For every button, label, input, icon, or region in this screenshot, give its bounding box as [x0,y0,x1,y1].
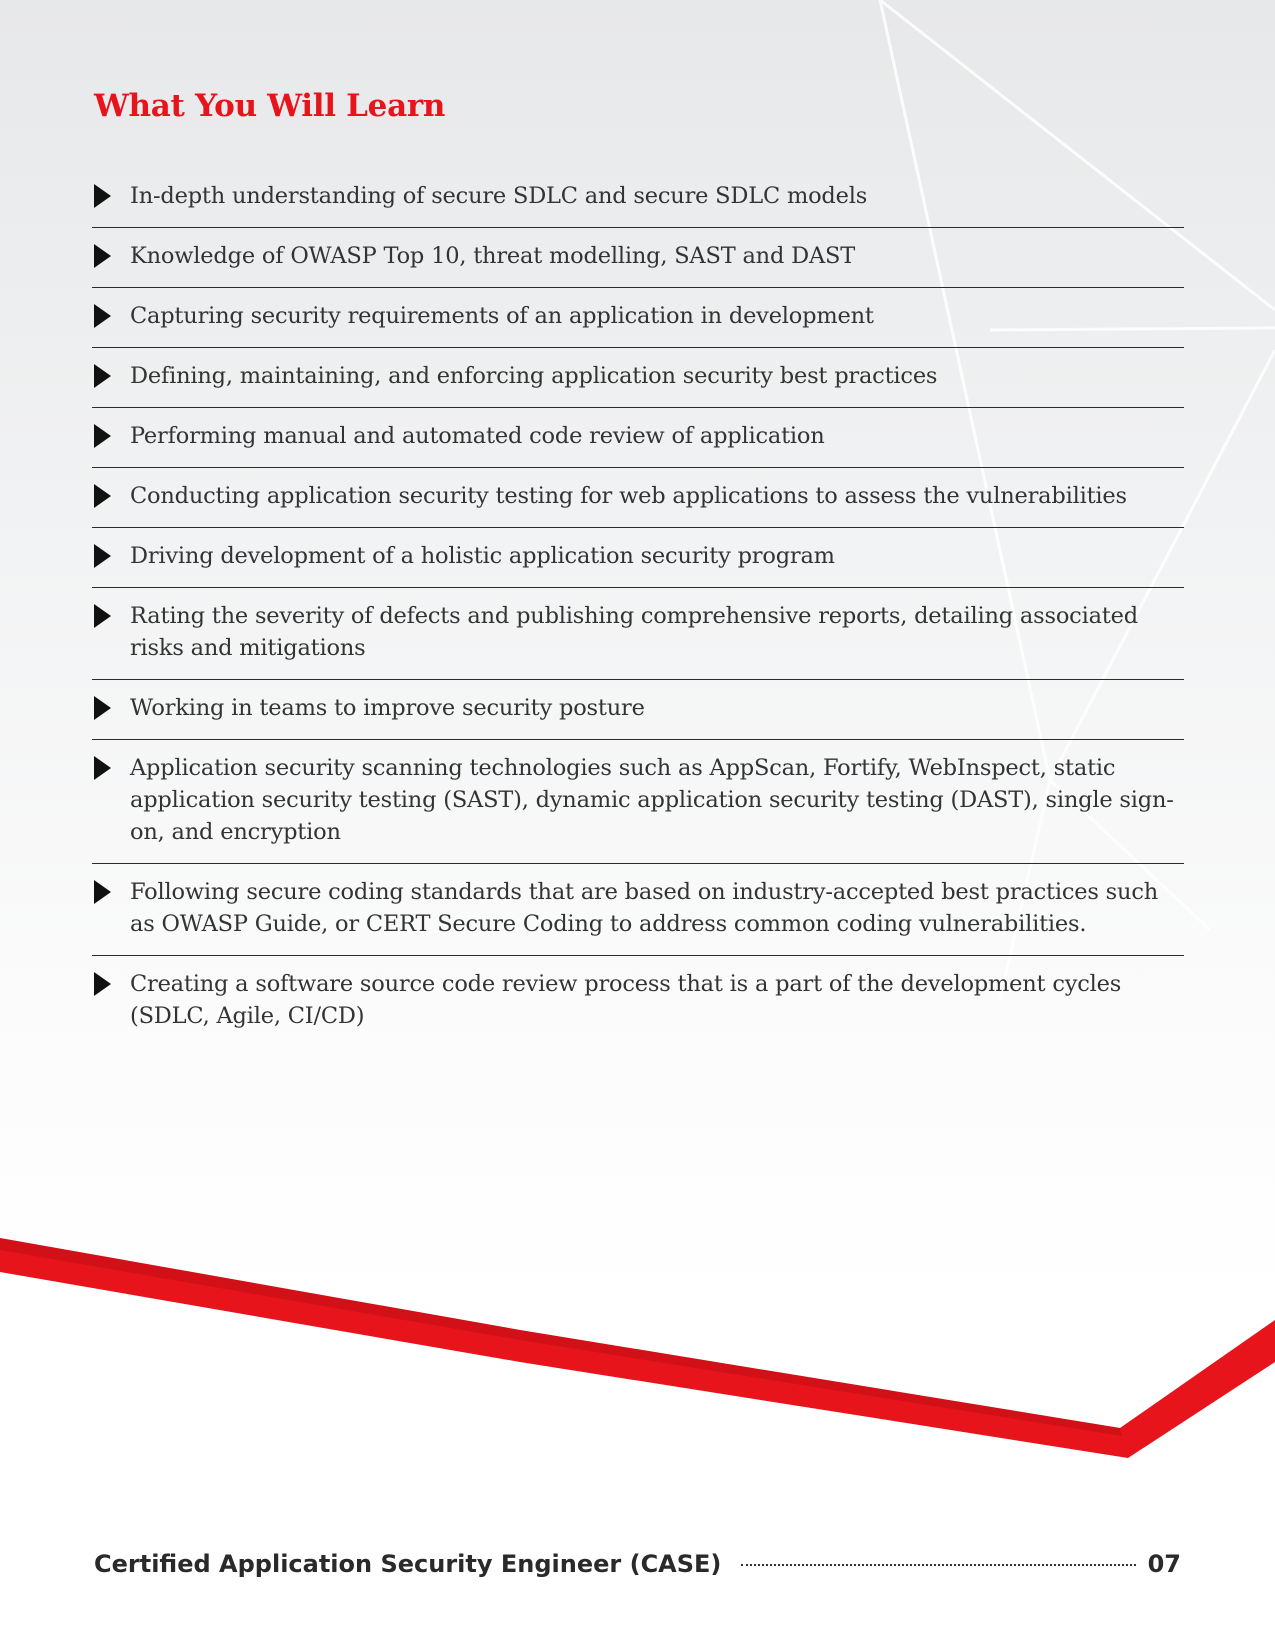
page-footer [94,1550,1181,1578]
list-item-text: Rating the severity of defects and publishing comprehensive reports, detailing associated risks and mitigations [130,603,1138,661]
list-item [92,528,1184,588]
list-item-text: Driving development of a holistic application security program [130,543,835,569]
page-number: 07 [1147,1550,1181,1578]
list-item-text: Following secure coding standards that are based on industry-accepted best practices such as OWASP Guide, or CERT Secure Coding to address common coding vulnerabilities. [130,879,1159,937]
list-item [92,740,1184,864]
list-item-text: Knowledge of OWASP Top 10, threat modelling, SAST and DAST [130,243,856,269]
triangle-right-icon [94,696,111,720]
list-item [92,864,1184,956]
triangle-right-icon [94,880,111,904]
list-item [92,680,1184,740]
triangle-right-icon [94,364,111,388]
list-item [92,348,1184,408]
triangle-right-icon [94,184,111,208]
list-item-text: In-depth understanding of secure SDLC and secure SDLC models [130,183,868,209]
list-item-text: Performing manual and automated code review of application [130,423,825,449]
triangle-right-icon [94,604,111,628]
list-item-text: Working in teams to improve security posture [130,695,645,721]
learning-outcomes-list [92,168,1184,1047]
triangle-right-icon [94,424,111,448]
triangle-right-icon [94,304,111,328]
list-item [92,468,1184,528]
page-title: What You Will Learn [94,88,446,124]
list-item [92,408,1184,468]
triangle-right-icon [94,972,111,996]
triangle-right-icon [94,756,111,780]
footer-title: Certified Application Security Engineer (CASE) [94,1550,722,1578]
triangle-right-icon [94,244,111,268]
triangle-right-icon [94,544,111,568]
dotted-leader [741,1564,1135,1566]
list-item-text: Conducting application security testing for web applications to assess the vulnerabilities [130,483,1127,509]
list-item-text: Capturing security requirements of an application in development [130,303,874,329]
list-item [92,228,1184,288]
list-item [92,168,1184,228]
list-item-text: Creating a software source code review process that is a part of the development cycles (SDLC, Agile, CI/CD) [130,971,1122,1029]
list-item [92,956,1184,1047]
list-item [92,588,1184,680]
list-item [92,288,1184,348]
triangle-right-icon [94,484,111,508]
list-item-text: Defining, maintaining, and enforcing application security best practices [130,363,938,389]
list-item-text: Application security scanning technologies such as AppScan, Fortify, WebInspect, static application security testing (SAST), dynamic application security testing (DAST), single sign-on, and encryption [130,755,1174,845]
